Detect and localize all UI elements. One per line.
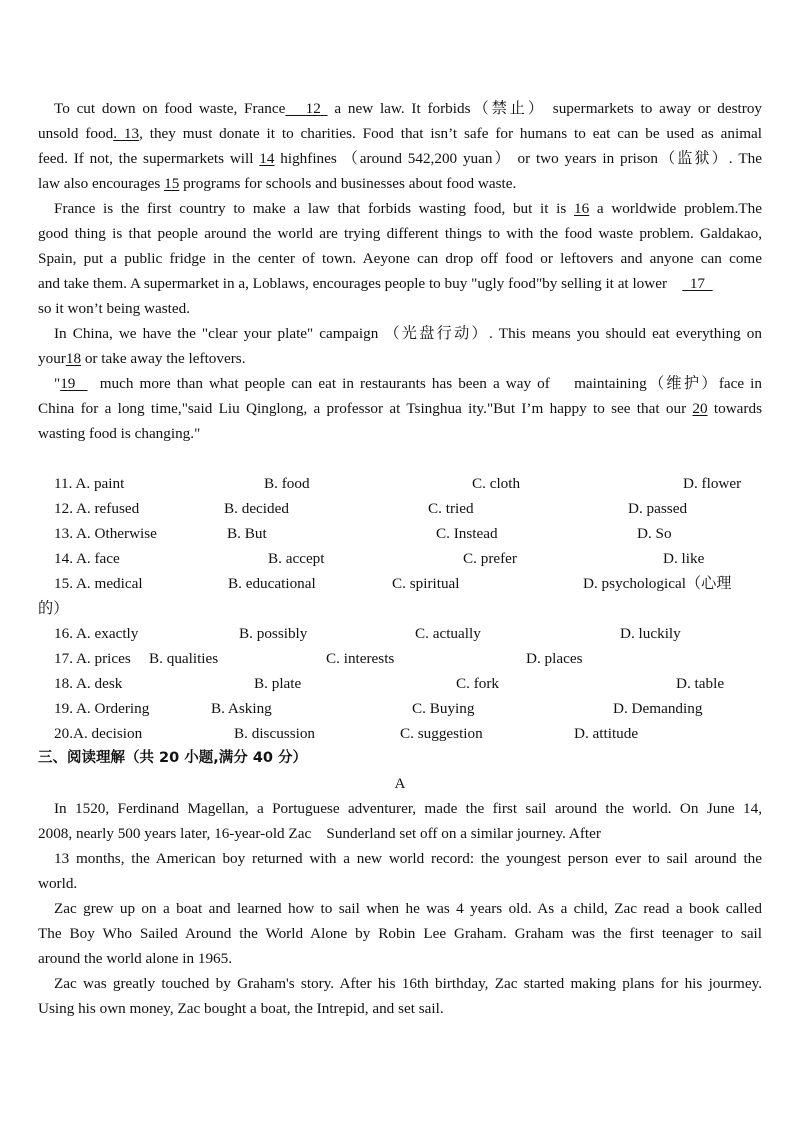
text-line: Zac was greatly touched by Graham's story. After his 16th birthday, Zac started making plans for his jourmey. bbox=[54, 975, 762, 992]
option-c: C. spiritual bbox=[392, 575, 460, 592]
text-line: 2008, nearly 500 years later, 16-year-old Zac Sunderland set off on a similar journey. After bbox=[38, 825, 601, 842]
text-line bbox=[38, 271, 762, 296]
text-run: a new law. It forbids（禁止） supermarkets to away or destroy bbox=[327, 100, 763, 117]
blank-15: 15 bbox=[164, 175, 180, 192]
blank-20: 20 bbox=[692, 400, 708, 417]
option-b: B. discussion bbox=[234, 725, 316, 742]
text-line bbox=[38, 346, 762, 371]
option-c: C. Instead bbox=[436, 525, 498, 542]
option-d: D. psychological（心理 bbox=[583, 575, 732, 592]
cloze-paragraph-2 bbox=[38, 196, 762, 321]
text-run: France is the first country to make a law that forbids wasting food, but it is bbox=[54, 200, 574, 217]
text-line: Zac grew up on a boat and learned how to sail when he was 4 years old. As a child, Zac read a book called bbox=[54, 900, 762, 917]
option-c: C. suggestion bbox=[400, 725, 483, 742]
option-row-16 bbox=[38, 621, 762, 646]
cloze-paragraph-4 bbox=[38, 371, 762, 446]
text-line bbox=[38, 146, 762, 171]
options-list bbox=[38, 471, 762, 746]
section-title: 三、阅读理解（共 20 小题,满分 40 分） bbox=[38, 750, 308, 766]
text-line bbox=[38, 121, 762, 146]
text-run: , they must donate it to charities. Food that isn’t safe for humans to eat can be used as animal bbox=[139, 125, 762, 142]
text-run: China for a long time,"said Liu Qinglong, a professor at Tsinghua ity."But I’m happy to see that our bbox=[38, 400, 693, 417]
text-line: 13 months, the American boy returned with a new world record: the youngest person ever to sail around the bbox=[54, 850, 762, 867]
option-b: B. educational bbox=[228, 575, 316, 592]
text-run: and take them. A supermarket in a, Loblaws, encourages people to buy "ugly food"by selling it at lower bbox=[38, 275, 683, 292]
text-run: To cut down on food waste, France bbox=[54, 100, 286, 117]
text-line bbox=[38, 96, 762, 121]
text-line bbox=[38, 371, 762, 396]
option-a: 18. A. desk bbox=[54, 675, 123, 692]
text-run: programs for schools and businesses about food waste. bbox=[179, 175, 517, 192]
option-b: B. possibly bbox=[239, 625, 308, 642]
option-b: B. accept bbox=[268, 550, 325, 567]
option-d: D. luckily bbox=[620, 625, 681, 642]
option-d: D. attitude bbox=[574, 725, 639, 742]
option-a: 11. A. paint bbox=[54, 475, 125, 492]
blank-18: 18 bbox=[65, 350, 82, 367]
option-d: D. like bbox=[663, 550, 705, 567]
text-line: world. bbox=[38, 875, 78, 892]
passage-label: A bbox=[394, 775, 406, 792]
text-line bbox=[38, 396, 762, 421]
option-c: C. actually bbox=[415, 625, 481, 642]
text-run: or take away the leftovers. bbox=[81, 350, 246, 367]
option-row-13 bbox=[38, 521, 762, 546]
text-run: much more than what people can eat in restaurants has been a way of maintaining（维护）face in bbox=[87, 375, 762, 392]
text-line: wasting food is changing." bbox=[38, 425, 201, 442]
blank-17: 17 bbox=[689, 275, 705, 292]
option-d: D. table bbox=[676, 675, 725, 692]
text-run: " bbox=[54, 375, 61, 392]
text-line: In 1520, Ferdinand Magellan, a Portuguese adventurer, made the first sail around the world. On June 14, bbox=[54, 800, 762, 817]
text-run: a worldwide problem.The bbox=[589, 200, 762, 217]
option-b: B. Asking bbox=[211, 700, 272, 717]
text-line: The Boy Who Sailed Around the World Alone by Robin Lee Graham. Graham was the first teenager to sail bbox=[38, 925, 762, 942]
option-c: C. prefer bbox=[463, 550, 517, 567]
blank-14: 14 bbox=[259, 150, 275, 167]
text-line: In China, we have the "clear your plate" campaign （光盘行动）. This means you should eat everything on bbox=[54, 325, 762, 342]
text-line bbox=[38, 196, 762, 221]
option-row-15-wrap bbox=[38, 596, 762, 621]
option-a: 16. A. exactly bbox=[54, 625, 139, 642]
option-a: 13. A. Otherwise bbox=[54, 525, 157, 542]
document-page bbox=[38, 96, 762, 1021]
text-run: towards bbox=[707, 400, 762, 417]
option-d: D. So bbox=[637, 525, 672, 542]
option-a: 19. A. Ordering bbox=[54, 700, 150, 717]
text-run: your bbox=[38, 350, 66, 367]
option-a: 15. A. medical bbox=[54, 575, 143, 592]
option-a: 20.A. decision bbox=[54, 725, 143, 742]
option-row-11 bbox=[38, 471, 762, 496]
text-line: around the world alone in 1965. bbox=[38, 950, 233, 967]
option-c: C. fork bbox=[456, 675, 500, 692]
option-row-19 bbox=[38, 696, 762, 721]
option-row-14 bbox=[38, 546, 762, 571]
option-row-17 bbox=[38, 646, 762, 671]
option-a: 14. A. face bbox=[54, 550, 120, 567]
text-line: Spain, put a public fridge in the center of town. Aeyone can drop off food or leftovers and anyone can come bbox=[38, 250, 762, 267]
option-a: 17. A. prices bbox=[54, 650, 131, 667]
reading-paragraph-2 bbox=[38, 896, 762, 971]
option-b: B. food bbox=[264, 475, 310, 492]
text-run: feed. If not, the supermarkets will bbox=[38, 150, 260, 167]
reading-paragraph-1 bbox=[38, 796, 762, 896]
option-row-12 bbox=[38, 496, 762, 521]
option-c: C. tried bbox=[428, 500, 474, 517]
reading-paragraph-3 bbox=[38, 971, 762, 1021]
option-d: D. Demanding bbox=[613, 700, 703, 717]
blank-19: 19 bbox=[60, 375, 76, 392]
option-d: D. flower bbox=[683, 475, 742, 492]
blank-12: 12 bbox=[305, 100, 321, 117]
text-run: unsold food bbox=[38, 125, 114, 142]
text-line bbox=[38, 171, 762, 196]
option-d: D. passed bbox=[628, 500, 688, 517]
option-b: B. decided bbox=[224, 500, 289, 517]
cloze-paragraph-1 bbox=[38, 96, 762, 196]
text-line: Using his own money, Zac bought a boat, the Intrepid, and set sail. bbox=[38, 1000, 444, 1017]
option-c: C. cloth bbox=[472, 475, 521, 492]
option-b: B. But bbox=[227, 525, 267, 542]
text-line: good thing is that people around the world are trying different things to with the food waste problem. Galdakao, bbox=[38, 225, 762, 242]
option-row-18 bbox=[38, 671, 762, 696]
blank-16: 16 bbox=[574, 200, 590, 217]
option-d: D. places bbox=[526, 650, 583, 667]
option-row-20 bbox=[38, 721, 762, 746]
text-run: law also encourages bbox=[38, 175, 165, 192]
option-c: C. interests bbox=[326, 650, 395, 667]
cloze-paragraph-3 bbox=[38, 321, 762, 371]
text-line: so it won’t being wasted. bbox=[38, 300, 191, 317]
blank-13: . 13 bbox=[113, 125, 140, 142]
option-c: C. Buying bbox=[412, 700, 475, 717]
option-row-15 bbox=[38, 571, 762, 596]
option-d-continuation: 的） bbox=[38, 600, 69, 617]
option-b: B. plate bbox=[254, 675, 302, 692]
text-run: highfines （around 542,200 yuan） or two years in prison（监狱）. The bbox=[274, 150, 763, 167]
option-b: B. qualities bbox=[149, 650, 219, 667]
option-a: 12. A. refused bbox=[54, 500, 140, 517]
